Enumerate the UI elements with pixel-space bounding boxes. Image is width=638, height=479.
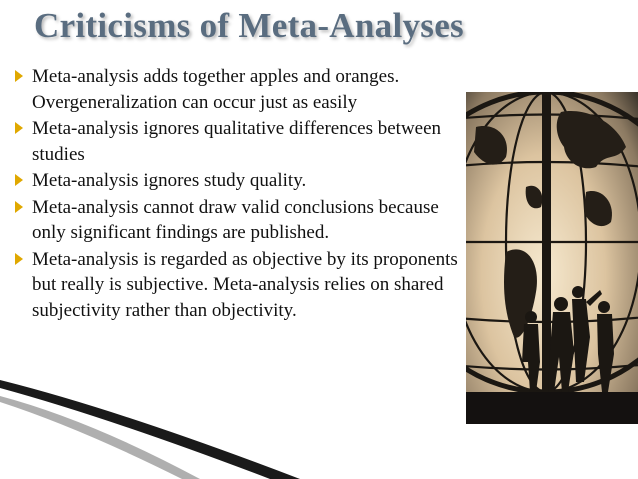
bullet-item <box>10 247 462 324</box>
bullet-list <box>10 64 462 324</box>
globe-icon <box>466 92 638 424</box>
bullet-text: Meta-analysis is regarded as objective by its proponents but really is subjective. Meta-analysis relies on shared subjectivity rather than objectivity. <box>32 248 458 321</box>
bullet-text: Meta-analysis adds together apples and oranges. Overgeneralization can occur just as easily <box>32 66 400 113</box>
triangle-bullet-icon <box>12 250 26 268</box>
triangle-bullet-icon <box>12 67 26 85</box>
triangle-bullet-icon <box>12 171 26 189</box>
slide-title: Criticisms of Meta-Analyses <box>34 6 464 45</box>
bullet-text: Meta-analysis ignores qualitative differences between studies <box>32 118 442 165</box>
triangle-bullet-icon <box>12 198 26 216</box>
bullet-text: Meta-analysis cannot draw valid conclusions because only significant findings are published. <box>32 196 439 243</box>
bullet-text: Meta-analysis ignores study quality. <box>32 170 307 191</box>
bullet-item <box>10 64 462 115</box>
triangle-bullet-icon <box>12 119 26 137</box>
globe-silhouette-image <box>466 92 638 424</box>
bullet-item <box>10 168 462 194</box>
bullet-item <box>10 195 462 246</box>
bullet-item <box>10 116 462 167</box>
